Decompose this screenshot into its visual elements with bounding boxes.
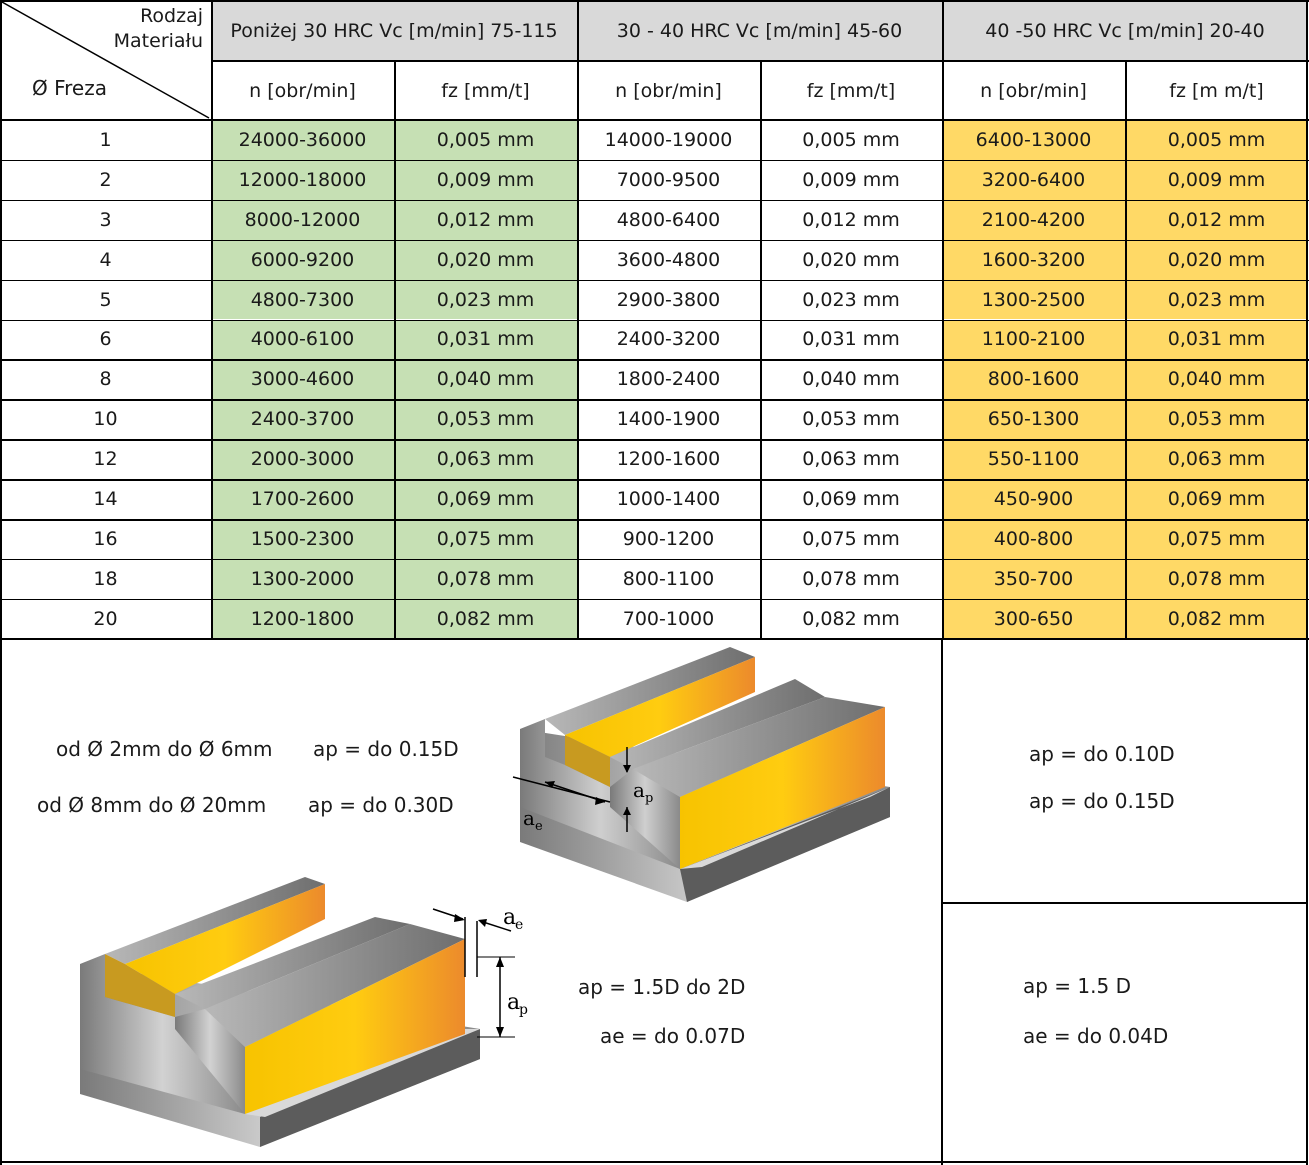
table-cell: 1500-2300 — [211, 519, 394, 559]
table-cell: 0,031 mm — [802, 328, 900, 351]
table-cell: 0,012 mm — [394, 200, 577, 240]
table-cell: 0,040 mm — [1125, 359, 1308, 399]
table-cell: 0,020 mm — [1125, 240, 1308, 280]
diameter-cell: 1 — [99, 128, 112, 151]
table-cell: 0,023 mm — [802, 288, 900, 311]
table-cell: 0,082 mm — [394, 599, 577, 639]
grid-top — [0, 0, 1309, 2]
table-cell: 1600-3200 — [942, 240, 1125, 280]
column-header: n [obr/min] — [942, 61, 1125, 120]
table-cell: 4800-6400 — [616, 208, 721, 231]
table-cell: 0,053 mm — [802, 408, 900, 431]
diameter-cell: 3 — [99, 208, 112, 231]
diameter-cell: 6 — [99, 328, 112, 351]
table-cell: 450-900 — [942, 479, 1125, 519]
table-cell: 3600-4800 — [616, 248, 721, 271]
corner-material-label — [114, 4, 203, 54]
table-cell: 6400-13000 — [942, 120, 1125, 160]
table-cell: 14000-19000 — [604, 128, 733, 151]
grid-row-line — [0, 359, 1309, 361]
grid-col-line — [211, 0, 213, 639]
grid-col-line — [1306, 0, 1308, 639]
diameter-cell: 12 — [93, 448, 118, 471]
corner-material-line1: Rodzaj — [140, 5, 203, 27]
diameter-cell: 16 — [93, 527, 118, 550]
ae-side-diagram-label: a — [503, 905, 517, 930]
ap-side-diagram-label: a — [507, 990, 521, 1015]
table-cell: 1100-2100 — [942, 320, 1125, 360]
table-cell: 0,005 mm — [394, 120, 577, 160]
ap-diagram-subscript: p — [645, 791, 654, 806]
table-cell: 0,009 mm — [1125, 160, 1308, 200]
table-cell: 1800-2400 — [616, 368, 721, 391]
side-ae-value: ae = do 0.07D — [600, 1024, 746, 1048]
table-cell: 650-1300 — [942, 399, 1125, 439]
grid-row-line — [0, 519, 1309, 521]
table-cell: 900-1200 — [622, 527, 715, 550]
grid-row-line — [0, 439, 1309, 441]
table-cell: 4800-7300 — [211, 280, 394, 320]
table-cell: 0,063 mm — [802, 448, 900, 471]
grid-header-bottom — [0, 119, 1309, 121]
table-cell: 2400-3700 — [211, 399, 394, 439]
diameter-cell: 5 — [99, 288, 112, 311]
slot-range-large-label: od Ø 8mm do Ø 20mm — [37, 793, 267, 817]
table-cell: 0,040 mm — [394, 359, 577, 399]
table-cell: 0,082 mm — [1125, 599, 1308, 639]
table-cell: 24000-36000 — [211, 120, 394, 160]
table-cell: 0,063 mm — [394, 439, 577, 479]
table-cell: 800-1100 — [622, 567, 715, 590]
diameter-cell: 2 — [99, 168, 112, 191]
ae-diagram-subscript: e — [535, 819, 543, 834]
table-cell: 0,020 mm — [394, 240, 577, 280]
grid-row-line — [0, 280, 1309, 282]
depth-of-cut-section — [0, 639, 1309, 1165]
table-cell: 0,031 mm — [1125, 320, 1308, 360]
table-cell: 4000-6100 — [211, 320, 394, 360]
column-header: n [obr/min] — [211, 61, 394, 120]
grid-col-line — [394, 61, 396, 639]
table-cell: 0,031 mm — [394, 320, 577, 360]
table-cell: 800-1600 — [942, 359, 1125, 399]
table-cell: 0,009 mm — [394, 160, 577, 200]
column-header: fz [m m/t] — [1125, 61, 1308, 120]
table-cell: 0,063 mm — [1125, 439, 1308, 479]
table-cell: 0,075 mm — [802, 527, 900, 550]
ae-side-diagram-subscript: e — [515, 917, 524, 933]
grid-row-line — [0, 399, 1309, 401]
slot-ap-hard-2: ap = do 0.15D — [1029, 789, 1175, 813]
table-cell: 0,053 mm — [394, 399, 577, 439]
table-cell: 0,082 mm — [802, 607, 900, 630]
side-ap-hard: ap = 1.5 D — [1023, 974, 1131, 998]
border-bottom — [0, 1161, 1308, 1163]
corner-header — [0, 0, 211, 120]
table-cell: 1300-2000 — [211, 559, 394, 599]
slot-ap-hard-1: ap = do 0.10D — [1029, 742, 1175, 766]
diameter-cell: 14 — [93, 488, 118, 511]
grid-row-line — [0, 200, 1309, 202]
side-ae-hard: ae = do 0.04D — [1023, 1024, 1169, 1048]
grid-col-line — [577, 0, 579, 639]
grid-col-line — [1125, 61, 1127, 639]
table-cell: 1400-1900 — [616, 408, 721, 431]
table-cell: 12000-18000 — [211, 160, 394, 200]
table-cell: 0,078 mm — [1125, 559, 1308, 599]
diameter-cell: 18 — [93, 567, 118, 590]
table-cell: 1000-1400 — [616, 488, 721, 511]
table-cell: 0,040 mm — [802, 368, 900, 391]
table-cell: 0,023 mm — [1125, 280, 1308, 320]
table-cell: 550-1100 — [942, 439, 1125, 479]
table-cell: 6000-9200 — [211, 240, 394, 280]
slot-milling-diagram — [505, 647, 905, 907]
table-cell: 350-700 — [942, 559, 1125, 599]
grid-row-line — [0, 240, 1309, 242]
table-cell: 0,069 mm — [802, 488, 900, 511]
column-header: fz [mm/t] — [394, 61, 577, 120]
table-cell: 0,069 mm — [1125, 479, 1308, 519]
group-header: 40 -50 HRC Vc [m/min] 20-40 — [942, 0, 1308, 61]
table-cell: 2400-3200 — [616, 328, 721, 351]
corner-material-line2: Materiału — [113, 30, 203, 52]
grid-row-line — [0, 320, 1309, 322]
table-cell: 700-1000 — [622, 607, 715, 630]
table-cell: 7000-9500 — [616, 168, 721, 191]
slot-ap-large-value: ap = do 0.30D — [308, 793, 454, 817]
table-cell: 1300-2500 — [942, 280, 1125, 320]
table-cell: 0,069 mm — [394, 479, 577, 519]
table-cell: 0,075 mm — [1125, 519, 1308, 559]
table-cell: 2900-3800 — [616, 288, 721, 311]
table-cell: 3200-6400 — [942, 160, 1125, 200]
border-divider-horizontal — [941, 902, 1308, 904]
diameter-cell: 20 — [93, 607, 118, 630]
table-cell: 0,078 mm — [802, 567, 900, 590]
column-header: fz [mm/t] — [760, 61, 942, 120]
table-cell: 0,075 mm — [394, 519, 577, 559]
table-cell: 300-650 — [942, 599, 1125, 639]
grid-row-line — [0, 599, 1309, 601]
grid-col-line — [942, 0, 944, 639]
group-header: Poniżej 30 HRC Vc [m/min] 75-115 — [211, 0, 577, 61]
grid-row-line — [0, 479, 1309, 481]
border-left — [0, 639, 2, 1165]
grid-col-line — [0, 0, 2, 639]
table-cell: 1700-2600 — [211, 479, 394, 519]
table-cell: 1200-1600 — [616, 448, 721, 471]
table-cell: 0,023 mm — [394, 280, 577, 320]
column-header: n [obr/min] — [577, 61, 760, 120]
table-cell: 400-800 — [942, 519, 1125, 559]
diameter-cell: 8 — [99, 368, 112, 391]
diameter-cell: 4 — [99, 248, 112, 271]
ap-side-diagram-subscript: p — [519, 1002, 528, 1018]
grid-row-line — [0, 160, 1309, 162]
table-cell: 0,012 mm — [802, 208, 900, 231]
corner-cutter-label: Ø Freza — [32, 76, 107, 100]
table-cell: 0,012 mm — [1125, 200, 1308, 240]
grid-row-line — [0, 559, 1309, 561]
slot-range-small-label: od Ø 2mm do Ø 6mm — [56, 737, 273, 761]
table-cell: 0,009 mm — [802, 168, 900, 191]
table-cell: 0,005 mm — [1125, 120, 1308, 160]
table-cell: 1200-1800 — [211, 599, 394, 639]
table-cell: 0,078 mm — [394, 559, 577, 599]
slot-ap-small-value: ap = do 0.15D — [313, 737, 459, 761]
side-ap-value: ap = 1.5D do 2D — [578, 975, 746, 999]
table-cell: 0,053 mm — [1125, 399, 1308, 439]
table-cell: 0,005 mm — [802, 128, 900, 151]
table-cell: 2100-4200 — [942, 200, 1125, 240]
grid-col-line — [760, 61, 762, 639]
diameter-cell: 10 — [93, 408, 118, 431]
side-milling-diagram — [75, 869, 545, 1159]
table-cell: 3000-4600 — [211, 359, 394, 399]
table-cell: 2000-3000 — [211, 439, 394, 479]
table-cell: 8000-12000 — [211, 200, 394, 240]
ap-diagram-label: a — [633, 778, 645, 802]
table-cell: 0,020 mm — [802, 248, 900, 271]
group-header: 30 - 40 HRC Vc [m/min] 45-60 — [577, 0, 942, 61]
ae-diagram-label: a — [523, 806, 535, 830]
